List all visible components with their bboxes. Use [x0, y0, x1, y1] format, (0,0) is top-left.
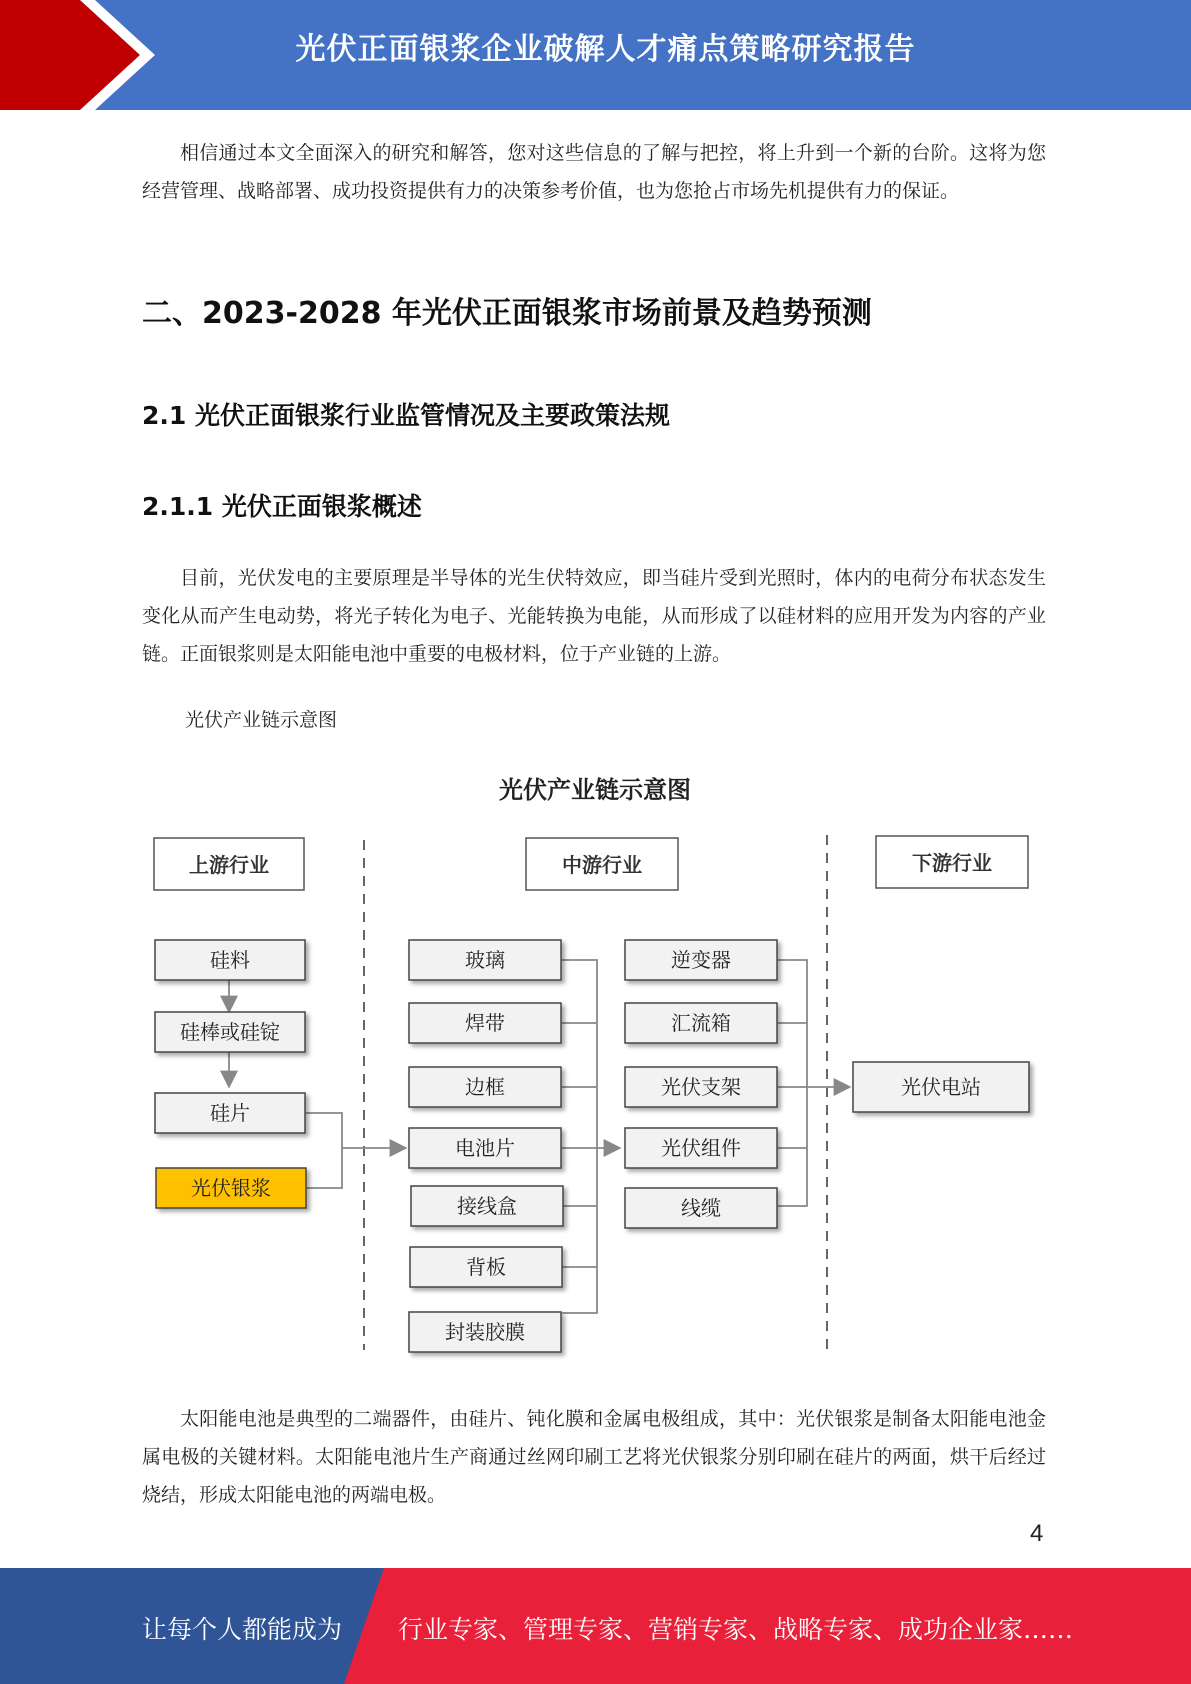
upstream-column — [155, 940, 306, 1208]
node-pv-module: 光伏组件 — [661, 1136, 741, 1160]
diagram-title: 光伏产业链示意图 — [499, 776, 691, 804]
node-mounting: 光伏支架 — [661, 1075, 741, 1099]
midstream-products-column — [625, 940, 777, 1228]
header-title: 光伏正面银浆企业破解人才痛点策略研究报告 — [295, 32, 916, 67]
downstream-label: 下游行业 — [912, 851, 992, 875]
node-silicon-wafer: 硅片 — [210, 1101, 250, 1125]
subsection-heading: 2.1 光伏正面银浆行业监管情况及主要政策法规 — [142, 401, 670, 430]
node-ribbon: 焊带 — [465, 1011, 505, 1035]
downstream-column — [853, 1062, 1029, 1112]
industry-chain-diagram — [142, 760, 1052, 1360]
node-inverter: 逆变器 — [671, 948, 731, 972]
midstream-materials-column — [409, 940, 563, 1352]
node-pv-silver-paste: 光伏银浆 — [191, 1176, 271, 1200]
node-silicon-material: 硅料 — [210, 948, 250, 972]
section-heading: 二、2023-2028 年光伏正面银浆市场前景及趋势预测 — [142, 296, 872, 331]
page-header — [0, 0, 1191, 110]
figure-caption: 光伏产业链示意图 — [185, 709, 338, 731]
footer-slogan-right: 行业专家、管理专家、营销专家、战略专家、成功企业家…… — [398, 1615, 1074, 1644]
closing-paragraph: 太阳能电池是典型的二端器件，由硅片、钝化膜和金属电极组成，其中：光伏银浆是制备太阳能电池金属电极的关键材料。太阳能电池片生产商通过丝网印刷工艺将光伏银浆分别印刷在硅片的两面，烘干后经过烧结，形成太阳能电池的两端电极。 — [142, 1408, 1046, 1506]
node-frame: 边框 — [465, 1075, 505, 1099]
node-solar-cell: 电池片 — [455, 1136, 515, 1160]
page-number: 4 — [1030, 1520, 1044, 1547]
node-junction-box: 接线盒 — [457, 1194, 517, 1218]
node-encapsulant: 封装胶膜 — [445, 1320, 525, 1344]
footer-slogan-left: 让每个人都能成为 — [142, 1615, 343, 1644]
node-silicon-ingot: 硅棒或硅锭 — [180, 1020, 280, 1044]
upstream-label: 上游行业 — [189, 853, 269, 877]
node-backsheet: 背板 — [466, 1255, 506, 1279]
node-cable: 线缆 — [681, 1196, 721, 1220]
midstream-label: 中游行业 — [562, 853, 642, 877]
overview-paragraph: 目前，光伏发电的主要原理是半导体的光生伏特效应，即当硅片受到光照时，体内的电荷分布状态发生变化从而产生电动势，将光子转化为电子、光能转换为电能，从而形成了以硅材料的应用开发为内容的产业链。正面银浆则是太阳能电池中重要的电极材料，位于产业链的上游。 — [142, 567, 1046, 665]
node-pv-power-station: 光伏电站 — [901, 1075, 981, 1099]
subsubsection-heading: 2.1.1 光伏正面银浆概述 — [142, 492, 422, 521]
intro-paragraph: 相信通过本文全面深入的研究和解答，您对这些信息的了解与把控，将上升到一个新的台阶。这将为您经营管理、战略部署、成功投资提供有力的决策参考价值，也为您抢占市场先机提供有力的保证。 — [142, 142, 1046, 202]
node-glass: 玻璃 — [465, 948, 505, 972]
node-combiner-box: 汇流箱 — [671, 1011, 731, 1035]
